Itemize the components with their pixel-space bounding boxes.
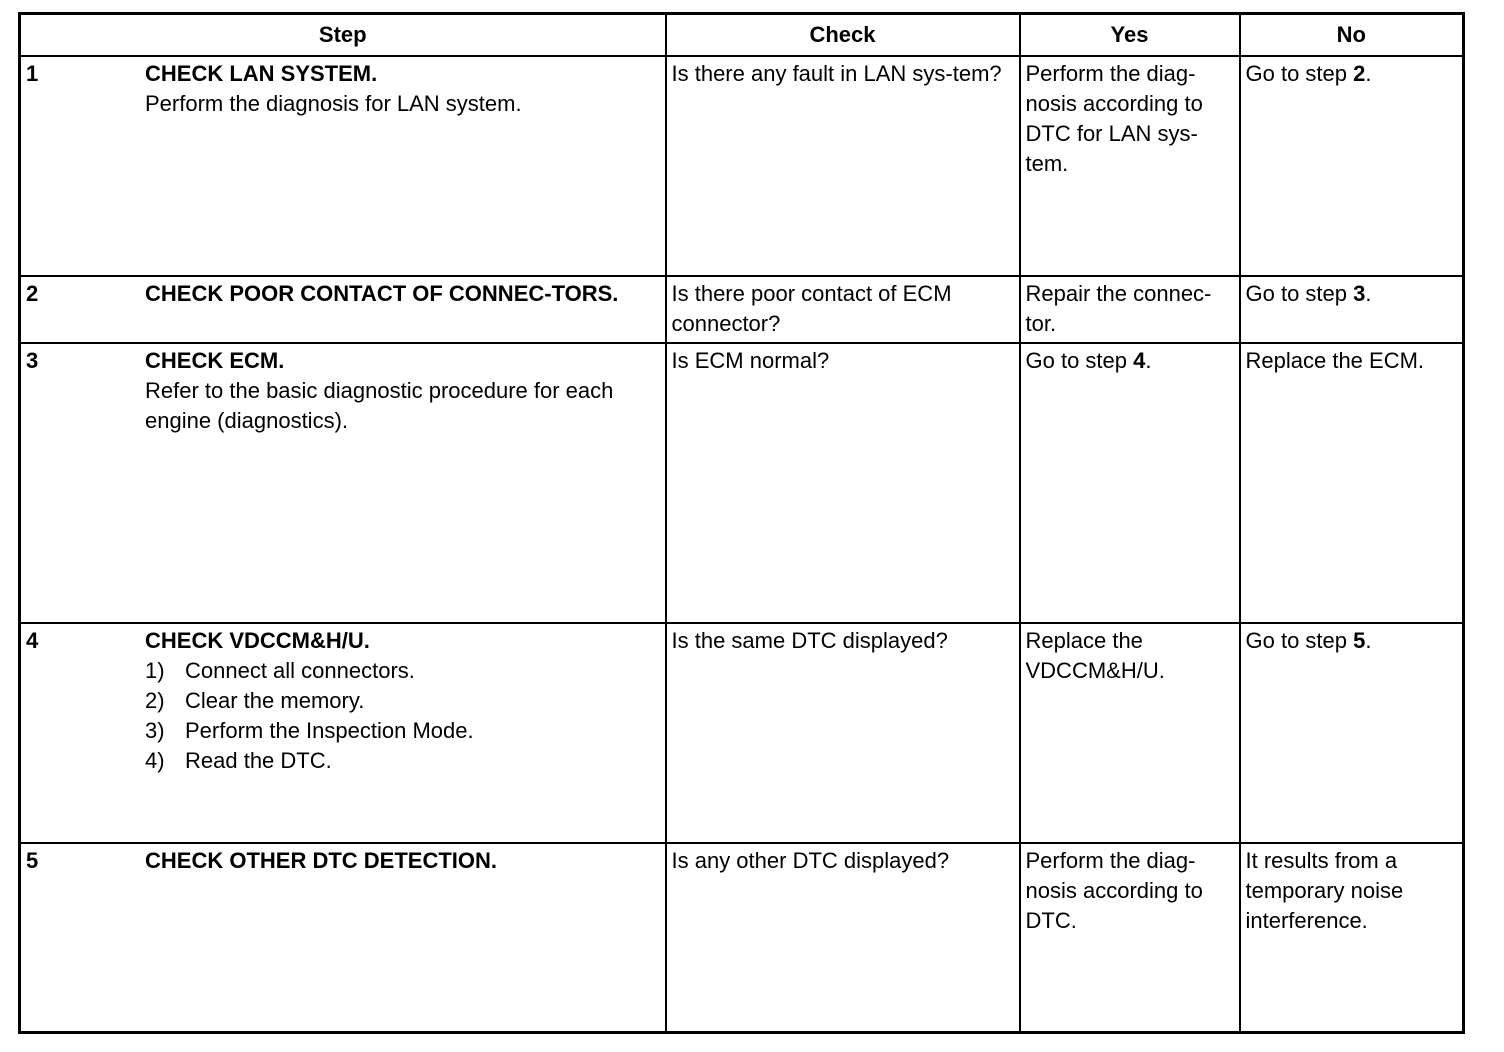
check-cell: Is any other DTC displayed? — [666, 843, 1020, 1032]
substep-text: Clear the memory. — [185, 688, 365, 713]
no-cell — [1240, 623, 1464, 843]
substep-number: 3) — [145, 718, 165, 743]
header-check: Check — [666, 14, 1020, 57]
no-cell — [1240, 276, 1464, 343]
check-cell: Is there any fault in LAN sys-tem? — [666, 56, 1020, 276]
step-cell — [20, 343, 666, 623]
no-cell — [1240, 56, 1464, 276]
step-number: 5 — [26, 848, 39, 873]
step-reference: 2 — [1353, 61, 1366, 86]
yes-suffix: . — [1145, 348, 1152, 373]
no-text: Go to step — [1245, 61, 1354, 86]
step-text: Refer to the basic diagnostic procedure for each engine (diagnostics). — [145, 378, 614, 433]
substep-text: Connect all connectors. — [185, 658, 415, 683]
table-row — [20, 56, 1464, 276]
substep — [145, 716, 660, 746]
substep-number: 4) — [145, 748, 165, 773]
table-row — [20, 276, 1464, 343]
substep-number: 1) — [145, 658, 165, 683]
step-title: CHECK LAN SYSTEM. — [145, 61, 378, 86]
step-title: CHECK ECM. — [145, 348, 285, 373]
table-row — [20, 623, 1464, 843]
no-cell: Replace the ECM. — [1240, 343, 1464, 623]
step-cell — [20, 56, 666, 276]
header-row — [20, 14, 1464, 57]
no-suffix: . — [1365, 281, 1372, 306]
step-number: 2 — [26, 281, 39, 306]
no-cell: It results from a temporary noise interference. — [1240, 843, 1464, 1032]
substep — [145, 686, 660, 716]
table-row — [20, 343, 1464, 623]
step-number: 4 — [26, 628, 39, 653]
step-text: Perform the diagnosis for LAN system. — [145, 91, 522, 116]
yes-text: Go to step — [1025, 348, 1134, 373]
substep-number: 2) — [145, 688, 165, 713]
check-cell: Is ECM normal? — [666, 343, 1020, 623]
yes-cell: Replace the VDCCM&H/U. — [1020, 623, 1240, 843]
header-yes: Yes — [1020, 14, 1240, 57]
check-cell: Is there poor contact of ECM connector? — [666, 276, 1020, 343]
no-text: Go to step — [1245, 281, 1354, 306]
yes-cell — [1020, 343, 1240, 623]
step-reference: 5 — [1353, 628, 1366, 653]
step-number: 1 — [26, 61, 39, 86]
step-cell — [20, 843, 666, 1032]
yes-cell: Perform the diag-nosis according to DTC for LAN sys-tem. — [1020, 56, 1240, 276]
check-cell: Is the same DTC displayed? — [666, 623, 1020, 843]
substep — [145, 656, 660, 686]
no-suffix: . — [1365, 628, 1372, 653]
substep-text: Read the DTC. — [185, 748, 332, 773]
step-cell — [20, 276, 666, 343]
step-title: CHECK OTHER DTC DETECTION. — [145, 848, 497, 873]
no-text: Go to step — [1245, 628, 1354, 653]
substep — [145, 746, 660, 776]
substep-text: Perform the Inspection Mode. — [185, 718, 474, 743]
diagnostic-table — [18, 12, 1465, 1034]
step-reference: 3 — [1353, 281, 1366, 306]
table-row — [20, 843, 1464, 1032]
step-title: CHECK POOR CONTACT OF CONNEC-TORS. — [145, 281, 619, 306]
step-cell — [20, 623, 666, 843]
header-step: Step — [20, 14, 666, 57]
step-reference: 4 — [1133, 348, 1146, 373]
yes-cell: Repair the connec-tor. — [1020, 276, 1240, 343]
step-title: CHECK VDCCM&H/U. — [145, 628, 370, 653]
header-no: No — [1240, 14, 1464, 57]
no-suffix: . — [1365, 61, 1372, 86]
yes-cell: Perform the diag-nosis according to DTC. — [1020, 843, 1240, 1032]
step-number: 3 — [26, 348, 39, 373]
